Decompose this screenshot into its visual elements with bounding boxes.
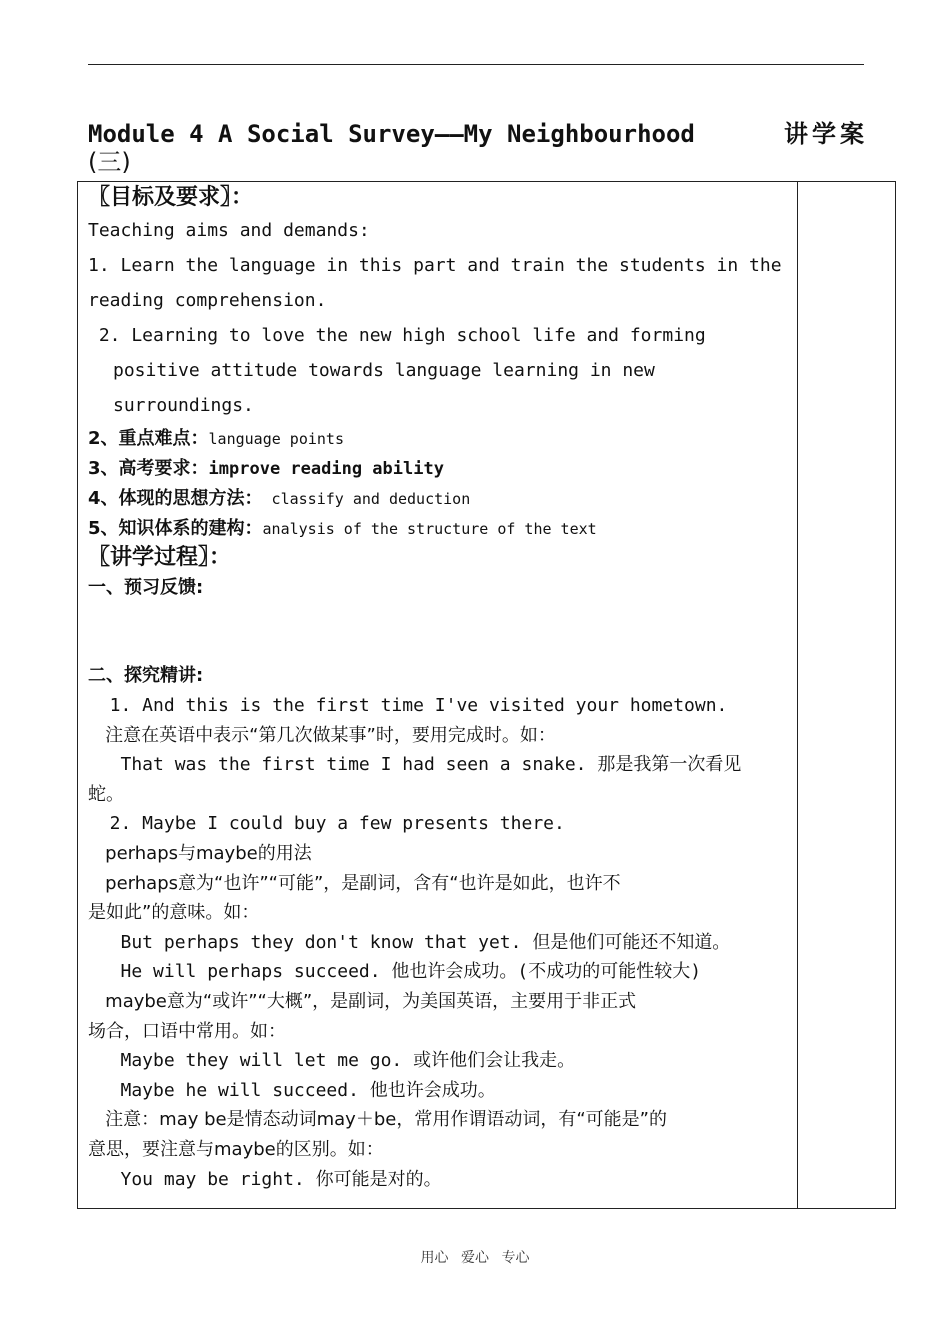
process-heading: 〖讲学过程〗： [88, 545, 232, 570]
goal-item-3-value: improve reading ability [208, 459, 444, 479]
goal-item-3 [88, 453, 793, 483]
body-line: perhaps意为“也许”“可能”，是副词，含有“也许是如此，也许不 [88, 872, 621, 894]
goal-item-5-label: 5、知识体系的建构： [88, 518, 263, 539]
body-line: Maybe they will let me go. 或许他们会让我走。 [88, 1050, 576, 1072]
body-line: Maybe he will succeed. 他也许会成功。 [88, 1079, 496, 1101]
page-footer: 用心 爱心 专心 [420, 1250, 530, 1266]
body-line: 蛇。 [88, 783, 124, 805]
aims-label: Teaching aims and demands: [88, 220, 370, 241]
goals-heading: 〖目标及要求〗： [88, 185, 254, 210]
goal-item-4-value: classify and deduction [262, 490, 471, 508]
goal-item-2-label: 2、重点难点： [88, 428, 209, 449]
body-line: But perhaps they don't know that yet. 但是他们可能还不知道。 [88, 931, 731, 953]
goal-item-5 [88, 513, 793, 543]
body-line: That was the first time I had seen a snake. 那是我第一次看见 [88, 754, 742, 776]
body-line: 2. Maybe I could buy a few presents there. [88, 813, 565, 835]
section-2-heading: 二、探究精讲: [88, 665, 204, 686]
body-line: 是如此”的意味。如： [88, 902, 260, 924]
main-cell [88, 183, 793, 1194]
aim-2-line-c: surroundings. [113, 395, 254, 416]
body-line: perhaps与maybe的用法 [88, 842, 312, 864]
aim-1-line-b: reading comprehension. [88, 290, 327, 311]
section-1-heading: 一、预习反馈: [88, 577, 204, 598]
title-line-2: (三) [88, 148, 131, 176]
top-rule [88, 64, 864, 65]
body-line: maybe意为“或许”“大概”，是副词，为美国英语，主要用于非正式 [88, 990, 637, 1012]
body-line: He will perhaps succeed. 他也许会成功。(不成功的可能性较大) [88, 961, 702, 983]
body-line: You may be right. 你可能是对的。 [88, 1168, 442, 1190]
goal-item-3-label: 3、高考要求： [88, 458, 209, 479]
body-line: 场合，口语中常用。如： [88, 1020, 286, 1042]
aim-2-line-b: positive attitude towards language learning in new [113, 360, 655, 381]
title-tag: 讲学案 [784, 120, 868, 148]
notes-column-divider [797, 181, 798, 1209]
title-line-1 [88, 120, 868, 148]
goal-item-2-value: language points [208, 430, 344, 448]
body-line: 注意：may be是情态动词may＋be，常用作谓语动词，有“可能是”的 [88, 1109, 667, 1131]
goal-item-5-value: analysis of the structure of the text [262, 520, 597, 538]
body-line: 1. And this is the first time I've visited your hometown. [88, 695, 728, 716]
aim-2-line-a: 2. Learning to love the new high school life and forming [88, 325, 706, 346]
body-line: 意思，要注意与maybe的区别。如： [88, 1138, 384, 1160]
body-line: 注意在英语中表示“第几次做某事”时，要用完成时。如： [88, 724, 556, 746]
section-1-blank [88, 603, 793, 661]
page-title [88, 120, 868, 176]
aim-1-line-a: 1. Learn the language in this part and train the students in the [88, 255, 782, 276]
goal-item-4-label: 4、体现的思想方法： [88, 488, 263, 509]
goal-item-2 [88, 423, 793, 453]
title-text: Module 4 A Social Survey——My Neighbourhood [88, 120, 695, 148]
goal-item-4 [88, 483, 793, 513]
